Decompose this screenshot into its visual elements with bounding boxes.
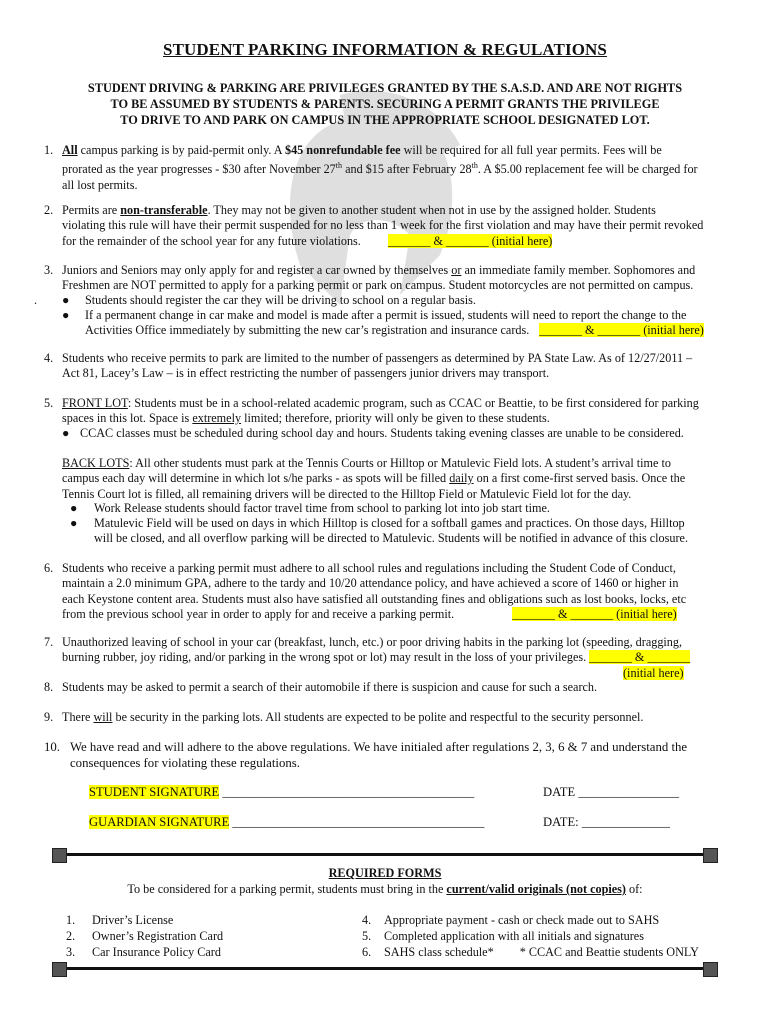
square-icon — [703, 848, 718, 863]
rule-text: will be required for all full year permits. Fees will be — [400, 143, 662, 157]
intro-line: TO BE ASSUMED BY STUDENTS & PARENTS. SECURING A PERMIT GRANTS THE PRIVILEGE — [110, 97, 660, 111]
bullet-icon: ● — [62, 426, 70, 440]
rule-9 — [62, 710, 742, 725]
list-item: Completed application with all initials and signatures — [384, 929, 644, 943]
rule-text: Freshmen are NOT permitted to apply for a parking permit or park on campus. Student motorcycles are not permitted on campus. — [62, 278, 694, 293]
intro-statement — [40, 80, 730, 128]
list-number: 5. — [362, 929, 372, 943]
subtitle-emphasis: current/valid originals (not copies) — [446, 882, 626, 896]
bullet-icon: ● — [70, 516, 78, 530]
list-item: Driver’s License — [92, 913, 174, 927]
rule-text: Students who receive permits to park are limited to the number of passengers as determined by PA State Law. As of 12/27/2011 – — [62, 351, 693, 365]
rule-text: violating this rule will have their permit suspended for no less than 1 week for the first violation and may have their permit revoked — [62, 218, 704, 233]
rule-1 — [62, 143, 732, 193]
rule-5-bullet: CCAC classes must be scheduled during school day and hours. Students taking evening classes are unable to be considered. — [80, 426, 684, 440]
rule-1-all: All — [62, 143, 78, 157]
rule-text: Matulevic Field will be used on days in which Hilltop is closed for a softball games and practices. On those days, Hilltop — [94, 516, 685, 530]
required-list-left — [66, 913, 223, 961]
rule-text: . They may not be given to another student when not in use by the assigned holder. Students — [207, 203, 656, 217]
rule-text: We have read and will adhere to the above regulations. We have initialed after regulations 2, 3, 6 & 7 and understand the — [70, 740, 688, 754]
rule-10 — [70, 739, 740, 771]
rule-number: 9. — [44, 710, 54, 724]
rule-number: 5. — [44, 396, 54, 410]
list-number: 3. — [66, 945, 76, 959]
rule-number: 1. — [44, 143, 54, 157]
rule-4 — [62, 351, 742, 382]
subtitle-text: To be considered for a parking permit, students must bring in the — [127, 882, 447, 896]
rule-text: all lost permits. — [62, 177, 138, 192]
ordinal: th — [335, 161, 343, 171]
rule-number: 3. — [44, 263, 54, 277]
rule-5-bullet: Work Release students should factor travel time from school to parking lot into job start time. — [94, 501, 550, 515]
student-date-field[interactable]: DATE ________________ — [543, 785, 680, 799]
rule-text: for the remainder of the school year for any future violations. — [62, 233, 361, 248]
rule-3-bullet — [85, 308, 745, 339]
rule-text: daily — [449, 471, 474, 486]
list-number: 1. — [66, 913, 76, 927]
rule-text: There — [62, 710, 94, 724]
initial-field[interactable]: _______ & _______ (initial here) — [387, 233, 553, 248]
page-title: STUDENT PARKING INFORMATION & REGULATIONS — [163, 40, 607, 59]
stray-dot: . — [34, 293, 38, 307]
rule-text: limited; therefore, priority will only be given to these students. — [241, 411, 550, 426]
rule-text: on a first come-first served basis. Once the — [473, 471, 686, 486]
rule-text: burning rubber, joy riding, and/or parking in the wrong spot or lot) may result in the loss of your privileges. — [62, 650, 587, 665]
rule-text: extremely — [192, 411, 242, 426]
student-signature-field[interactable]: ________________________________________ — [219, 785, 475, 799]
rule-5-bullet — [94, 516, 739, 547]
square-icon — [52, 848, 67, 863]
required-forms-heading — [0, 866, 770, 881]
rule-text: Activities Office immediately by submitting the new car’s registration and insurance cards. — [85, 323, 530, 338]
rule-text: will — [93, 710, 113, 724]
rule-number: 2. — [44, 203, 54, 217]
bullet-icon: ● — [62, 293, 70, 307]
guardian-signature-row — [89, 814, 484, 830]
divider-line — [52, 853, 716, 856]
intro-line: STUDENT DRIVING & PARKING ARE PRIVILEGES GRANTED BY THE S.A.S.D. AND ARE NOT RIGHTS — [87, 81, 683, 95]
fee-amount: $45 nonrefundable fee — [284, 143, 401, 157]
student-signature-label: STUDENT SIGNATURE — [89, 785, 220, 799]
rule-text: campus each day will determine in which lot s/he parks - as spots will be filled — [62, 471, 450, 486]
rule-text: If a permanent change in car make and model is made after a permit is issued, students will need to report the change to the — [85, 308, 687, 322]
bullet-icon: ● — [62, 308, 70, 322]
rule-8: Students may be asked to permit a search of their automobile if there is suspicion and cause for such a search. — [62, 680, 598, 694]
guardian-date-field[interactable]: DATE: ______________ — [543, 815, 670, 829]
initial-field[interactable]: _______ & _______ — [589, 650, 691, 665]
list-item: Appropriate payment - cash or check made out to SAHS — [384, 913, 660, 927]
rule-number: 10. — [44, 740, 60, 754]
rule-text: Permits are — [62, 203, 121, 217]
rule-text: each Keystone content area. Students must also have satisfied all outstanding fines and obligations such as lost books, locks, etc — [62, 591, 687, 606]
rule-text: an immediate family member. Sophomores and — [461, 263, 696, 277]
guardian-signature-field[interactable]: ________________________________________ — [229, 815, 485, 829]
required-forms-subtitle — [0, 882, 770, 897]
list-note: * CCAC and Beattie students ONLY — [519, 945, 699, 959]
front-lot-label: FRONT LOT — [62, 396, 128, 410]
rule-number: 7. — [44, 635, 54, 649]
rule-text: : All other students must park at the Tennis Courts or Hilltop or Matulevic Field lots. A student’s arrival time to — [129, 456, 671, 470]
heading-text: REQUIRED FORMS — [328, 866, 442, 880]
rule-text: : Students must be in a school-related academic program, such as CCAC or Beattie, to be first considered for parking — [127, 396, 699, 410]
subtitle-text: of: — [625, 882, 643, 896]
rule-text: Tennis Court lot is filled, all remaining drivers will be directed to the Hilltop Field or Matulevic Field lot for the day. — [62, 486, 632, 501]
list-number: 2. — [66, 929, 76, 943]
list-number: 6. — [362, 945, 372, 959]
list-item: Car Insurance Policy Card — [92, 945, 221, 959]
rule-text: . A $5.00 replacement fee will be charged for — [477, 162, 698, 177]
rule-text: maintain a 2.0 minimum GPA, adhere to the tardy and 10/20 attendance policy, and have achieved a score of 1460 or higher in — [62, 576, 679, 591]
rule-7 — [62, 635, 742, 681]
initial-field[interactable]: _______ & _______ (initial here) — [539, 323, 704, 338]
list-item: Owner’s Registration Card — [92, 929, 224, 943]
rule-text: campus parking is by paid-permit only. A — [77, 143, 285, 157]
required-list-right — [362, 913, 699, 961]
rule-text: or — [451, 263, 462, 277]
guardian-signature-label: GUARDIAN SIGNATURE — [89, 815, 230, 829]
rule-text: Juniors and Seniors may only apply for and register a car owned by themselves — [62, 263, 452, 277]
rule-text: consequences for violating these regulations. — [70, 756, 300, 770]
rule-text: Students who receive a parking permit must adhere to all school rules and regulations including the Student Code of Conduct, — [62, 561, 676, 575]
rule-number: 4. — [44, 351, 54, 365]
square-icon — [52, 962, 67, 977]
non-transferable: non-transferable — [120, 203, 208, 217]
rule-6 — [62, 561, 742, 622]
rule-text: from the previous school year in order to apply for and receive a parking permit. — [62, 606, 455, 621]
rule-text: Unauthorized leaving of school in your car (breakfast, lunch, etc.) or poor driving habits in the parking lot (speeding, dragging, — [62, 635, 683, 649]
divider-line — [52, 967, 716, 970]
rule-text: prorated as the year progresses - $30 after November 27 — [62, 162, 336, 177]
rule-5-front-lot — [62, 396, 742, 427]
initial-field[interactable]: _______ & _______ (initial here) — [512, 606, 677, 621]
bullet-icon: ● — [70, 501, 78, 515]
rule-text: and $15 after February 28 — [342, 162, 472, 177]
list-number: 4. — [362, 913, 372, 927]
back-lots-label: BACK LOTS — [62, 456, 130, 470]
square-icon — [703, 962, 718, 977]
initial-label: (initial here) — [623, 665, 684, 680]
rule-text: be security in the parking lots. All students are expected to be polite and respectful to the security personnel. — [112, 710, 644, 724]
list-item: SAHS class schedule* — [384, 945, 494, 959]
ordinal: th — [471, 161, 478, 171]
rule-number: 8. — [44, 680, 54, 694]
student-signature-row — [89, 784, 474, 800]
intro-line: TO DRIVE TO AND PARK ON CAMPUS IN THE APPROPRIATE SCHOOL DESIGNATED LOT. — [120, 113, 650, 127]
rule-3-bullet: Students should register the car they will be driving to school on a regular basis. — [85, 293, 476, 307]
rule-text: Act 81, Lacey’s Law – is in effect restricting the number of passengers junior drivers may transport. — [62, 366, 550, 381]
rule-text: spaces in this lot. Space is — [62, 411, 193, 426]
rule-3 — [62, 263, 742, 294]
rule-2 — [62, 203, 742, 249]
rule-5-back-lots — [62, 456, 742, 502]
rule-text: will be closed, and all overflow parking will be directed to Matulevic. Students will be notified in advance of this closure. — [94, 531, 688, 546]
rule-number: 6. — [44, 561, 54, 575]
